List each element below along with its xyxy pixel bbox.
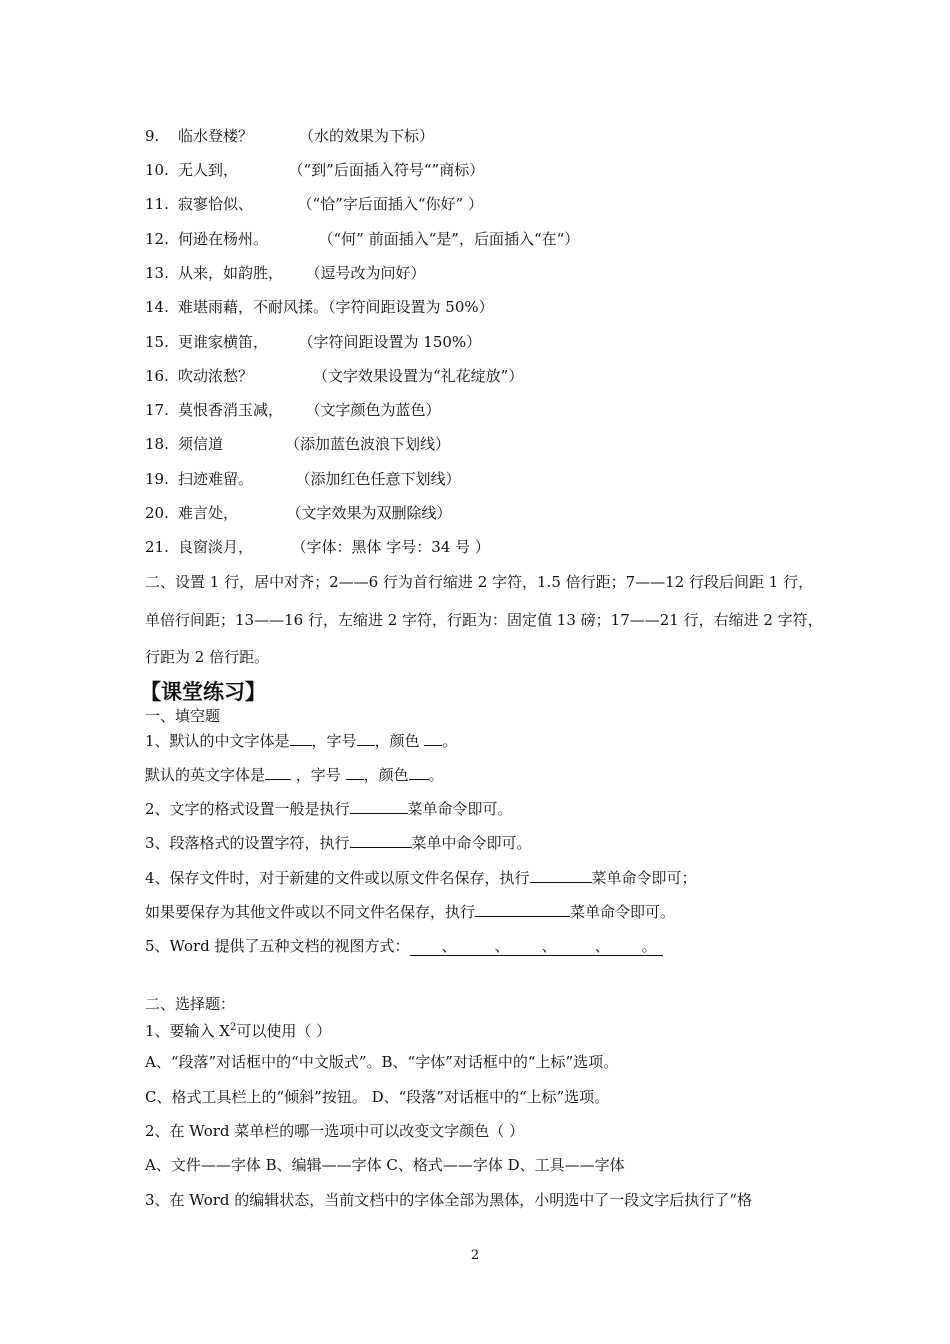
list-item: 19. 扫迹难留。 （添加红色任意下划线） — [145, 470, 461, 488]
list-item: 16. 吹动浓愁？ （文字效果设置为“礼花绽放”） — [145, 367, 524, 385]
question-line: 5、Word 提供了五种文档的视图方式： 、 、 、 、 。 — [145, 936, 663, 956]
answer-blank — [350, 833, 412, 848]
option-line: C、格式工具栏上的“倾斜”按钮。 D、“段落”对话框中的“上标”选项。 — [145, 1088, 610, 1106]
question-line: 2、在 Word 菜单栏的哪一选项中可以改变文字颜色（ ） — [145, 1122, 525, 1140]
question-line: 默认的英文字体是 ，字号 ，颜色 。 — [145, 766, 444, 784]
answer-blank-group: 、 、 、 、 。 — [410, 937, 663, 956]
answer-blank — [350, 799, 408, 814]
instruction-line: 二、设置 1 行，居中对齐；2——6 行为首行缩进 2 字符，1.5 倍行距；7——12 行段后间距 1 行， — [145, 573, 814, 591]
list-item: 10. 无人到， （“到”后面插入符号“”商标） — [145, 161, 485, 179]
question-line: 如果要保存为其他文件或以不同文件名保存，执行 菜单命令即可。 — [145, 903, 676, 921]
list-item: 9. 临水登楼？ （水的效果为下标） — [145, 127, 435, 145]
answer-blank — [357, 731, 375, 746]
instruction-line: 单倍行间距；13——16 行，左缩进 2 字符，行距为：固定值 13 磅；17——21 行，右缩进 2 字符， — [145, 611, 823, 629]
question-line: 4、保存文件时，对于新建的文件或以原文件名保存，执行 菜单命令即可； — [145, 869, 697, 887]
question-line: 1、要输入 $X^2$可以使用（ ） — [145, 1022, 332, 1040]
answer-blank — [290, 731, 312, 746]
list-item: 20. 难言处， （文字效果为双删除线） — [145, 504, 452, 522]
answer-blank — [475, 902, 570, 917]
instruction-line: 行距为 2 倍行距。 — [145, 648, 270, 666]
list-item: 17. 莫恨香消玉减， （文字颜色为蓝色） — [145, 401, 441, 419]
question-line: 3、段落格式的设置字符，执行 菜单中命令即可。 — [145, 834, 532, 852]
list-item: 18. 须信道 （添加蓝色波浪下划线） — [145, 435, 451, 453]
list-item: 15. 更谁家横笛， （字符间距设置为 150%） — [145, 333, 482, 351]
question-line: 2、文字的格式设置一般是执行 菜单命令即可。 — [145, 800, 513, 818]
option-line: A、文件——字体 B、编辑——字体 C、格式——字体 D、工具——字体 — [145, 1156, 625, 1174]
answer-blank — [346, 765, 364, 780]
list-item: 11. 寂寥恰似、 （“恰”字后面插入“你好” ） — [145, 195, 483, 213]
page-number: 2 — [470, 1248, 480, 1263]
answer-blank — [424, 731, 442, 746]
list-item: 13. 从来，如韵胜， （逗号改为问好） — [145, 264, 426, 282]
option-line: A、“段落”对话框中的“中文版式”。B、“字体”对话框中的“上标”选项。 — [145, 1053, 619, 1071]
answer-blank — [409, 765, 429, 780]
section-heading: 【课堂练习】 — [140, 679, 266, 704]
subsection-title: 一、填空题 — [145, 707, 221, 725]
question-line: 3、在 Word 的编辑状态，当前文档中的字体全部为黑体，小明选中了一段文字后执行了“格 — [145, 1191, 752, 1209]
answer-blank — [265, 765, 291, 780]
answer-blank — [530, 868, 592, 883]
list-item: 21. 良窗淡月， （字体：黑体 字号：34 号 ） — [145, 538, 490, 556]
list-item: 14. 难堪雨藉，不耐风揉。（字符间距设置为 50%） — [145, 298, 494, 316]
question-line: 1、默认的中文字体是 ，字号 ，颜色 。 — [145, 732, 458, 750]
subsection-title: 二、选择题： — [145, 995, 236, 1013]
list-item: 12. 何逊在杨州。 （“何” 前面插入“是”，后面插入“在“） — [145, 230, 580, 248]
